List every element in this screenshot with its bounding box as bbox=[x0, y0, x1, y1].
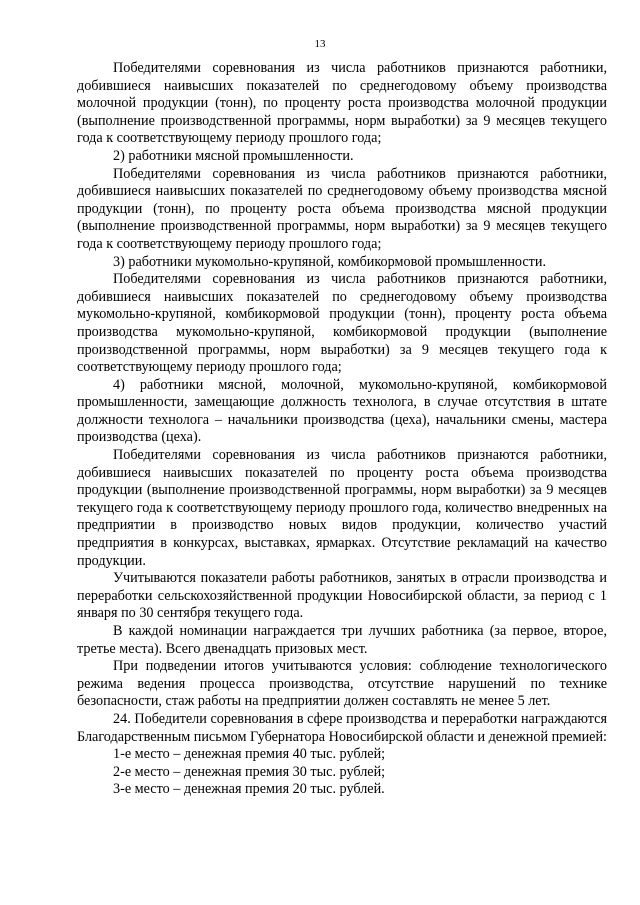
document-body bbox=[77, 60, 607, 799]
paragraph-milling-winners: Победителями соревнования из числа работников признаются работники, добившиеся наивысших показателей по среднегодовому объему производства мукомольно-крупяной, комбикормовой продукции (тонн), проценту роста объема производства мукомольно-крупяной, комбикормовой продукции (выполнение производственной программы, норм выработки) за 9 месяцев текущего года к соответствующему периоду прошлого года; bbox=[77, 271, 607, 376]
paragraph-period: Учитываются показатели работы работников, занятых в отрасли производства и переработки сельскохозяйственной продукции Новосибирской области, за период с 1 января по 30 сентября текущего года. bbox=[77, 570, 607, 622]
page-number: 13 bbox=[314, 38, 326, 50]
paragraph-technologists-winners: Победителями соревнования из числа работников признаются работники, добившиеся наивысших показателей по проценту роста объема производства продукции (выполнение производственной программы, норм выработки) за 9 месяцев текущего года к соответствующему периоду прошлого года, количество внедренных на предприятии в производство новых видов продукции, количество участий предприятия в конкурсах, выставках, ярмарках. Отсутствие рекламаций на качество продукции. bbox=[77, 447, 607, 569]
paragraph-milling-industry-heading: 3) работники мукомольно-крупяной, комбикормовой промышленности. bbox=[113, 253, 547, 270]
paragraph-dairy-winners: Победителями соревнования из числа работников признаются работники, добившиеся наивысших показателей по среднегодовому объему производства молочной продукции (тонн), по проценту роста производства молочной продукции (выполнение производственной программы, норм выработки) за 9 месяцев текущего года к соответствующему периоду прошлого года; bbox=[77, 60, 607, 147]
paragraph-awards: 24. Победители соревнования в сфере производства и переработки награждаются Благодарственным письмом Губернатора Новосибирской области и денежной премией: bbox=[77, 710, 607, 745]
paragraph-second-place: 2-е место – денежная премия 30 тыс. рублей; bbox=[113, 763, 386, 780]
paragraph-meat-industry-heading: 2) работники мясной промышленности. bbox=[113, 147, 354, 164]
paragraph-conditions: При подведении итогов учитываются условия: соблюдение технологического режима ведения процесса производства, отсутствие нарушений по технике безопасности, стаж работы на предприятии должен составлять не менее 5 лет. bbox=[77, 658, 607, 710]
paragraph-technologists-heading: 4) работники мясной, молочной, мукомольно-крупяной, комбикормовой промышленности, замещающие должность технолога, в случае отсутствия в штате должности технолога – начальники производства (цеха), начальники смены, мастера производства (цеха). bbox=[77, 376, 607, 446]
paragraph-first-place: 1-е место – денежная премия 40 тыс. рублей; bbox=[113, 746, 386, 763]
paragraph-prize-places: В каждой номинации награждается три лучших работника (за первое, второе, третье места). Всего двенадцать призовых мест. bbox=[77, 623, 607, 657]
paragraph-meat-winners: Победителями соревнования из числа работников признаются работники, добившиеся наивысших показателей по среднегодовому объему производства мясной продукции (тонн), по проценту роста объема производства мясной продукции (выполнение производственной программы, норм выработки) за 9 месяцев текущего года к соответствующему периоду прошлого года; bbox=[77, 165, 607, 252]
paragraph-third-place: 3-е место – денежная премия 20 тыс. рублей. bbox=[113, 781, 385, 798]
